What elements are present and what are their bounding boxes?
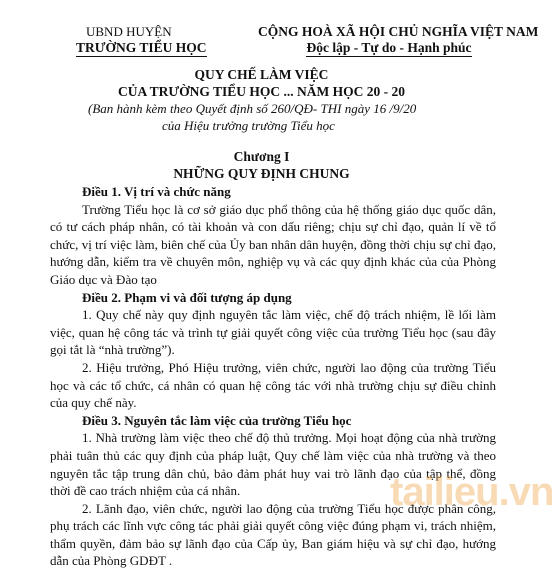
- article-paragraph: 1. Quy chế này quy định nguyên tắc làm việc, chế độ trách nhiệm, lề lối làm việc, quan hệ công tác và trình tự giải quyết công việc của trường Tiểu học (sau đây gọi tắt là “nhà trường”).: [50, 307, 496, 358]
- national-title: CỘNG HOÀ XÃ HỘI CHỦ NGHĨA VIỆT NAM: [258, 24, 539, 39]
- document-title: QUY CHẾ LÀM VIỆC: [194, 67, 329, 82]
- watermark-logo: tailieu.vn: [390, 470, 553, 514]
- document-subtitle: CỦA TRƯỜNG TIỂU HỌC ... NĂM HỌC 20 - 20: [117, 84, 405, 99]
- article-paragraph: 1. Nhà trường làm việc theo chế độ thủ trưởng. Mọi hoạt động của nhà trường phải tuân thủ các quy định của pháp luật, Quy chế làm việc của nhà trường và theo nguyên tắc tập trung dân chủ, bảo đảm phát huy vai trò lãnh đạo của tập thể, đồng thời đề cao trách nhiệm của cá nhân.: [50, 430, 496, 499]
- header-left: [76, 24, 207, 57]
- article-paragraph: Trường Tiểu học là cơ sở giáo dục phổ thông của hệ thống giáo dục quốc dân, có tư cách pháp nhân, có tài khoản và con dấu riêng; chịu sự chỉ đạo, quản lí về tổ chức, vị trí việc làm, biên chế của Ủy ban nhân dân huyện, đồng thời chịu sự chỉ đạo, hướng dẫn, kiểm tra về chuyên môn, nghiệp vụ và các quy định khác của của Phòng Giáo dục và Đào tạo: [50, 201, 496, 287]
- decision-reference: (Ban hành kèm theo Quyết định số 260/QĐ- THI ngày 16 /9/20: [88, 101, 417, 116]
- chapter-number: Chương I: [233, 149, 290, 164]
- article-paragraph: 2. Hiệu trưởng, Phó Hiệu trưởng, viên chức, người lao động của trường Tiểu học và các tổ chức, cá nhân có quan hệ công tác với nhà trường chịu sự điều chỉnh của quy chế này.: [50, 359, 496, 411]
- article-heading: Điều 3. Nguyên tắc làm việc của trường Tiểu học: [82, 412, 352, 428]
- article-heading: Điều 1. Vị trí và chức năng: [82, 184, 231, 199]
- district-committee: UBND HUYỆN: [86, 24, 172, 39]
- school-name: TRƯỜNG TIỂU HỌC: [76, 40, 207, 55]
- chapter-name: NHỮNG QUY ĐỊNH CHUNG: [173, 166, 350, 181]
- article-heading: Điều 2. Phạm vi và đối tượng áp dụng: [82, 289, 292, 305]
- article-paragraph: 2. Lãnh đạo, viên chức, người lao động của trường Tiểu học được phân công, phụ trách các lĩnh vực công tác phải giải quyết công việc đúng phạm vi, trách nhiệm, thẩm quyền, đảm bảo sự lãnh đạo của Cấp ủy, Ban giám hiệu và sự chỉ đạo, hướng dẫn của Phòng GDĐT .: [50, 500, 496, 569]
- issuer-reference: của Hiệu trưởng trường Tiểu học: [162, 118, 335, 133]
- header-right: [258, 24, 539, 57]
- national-motto: Độc lập - Tự do - Hạnh phúc: [306, 40, 472, 55]
